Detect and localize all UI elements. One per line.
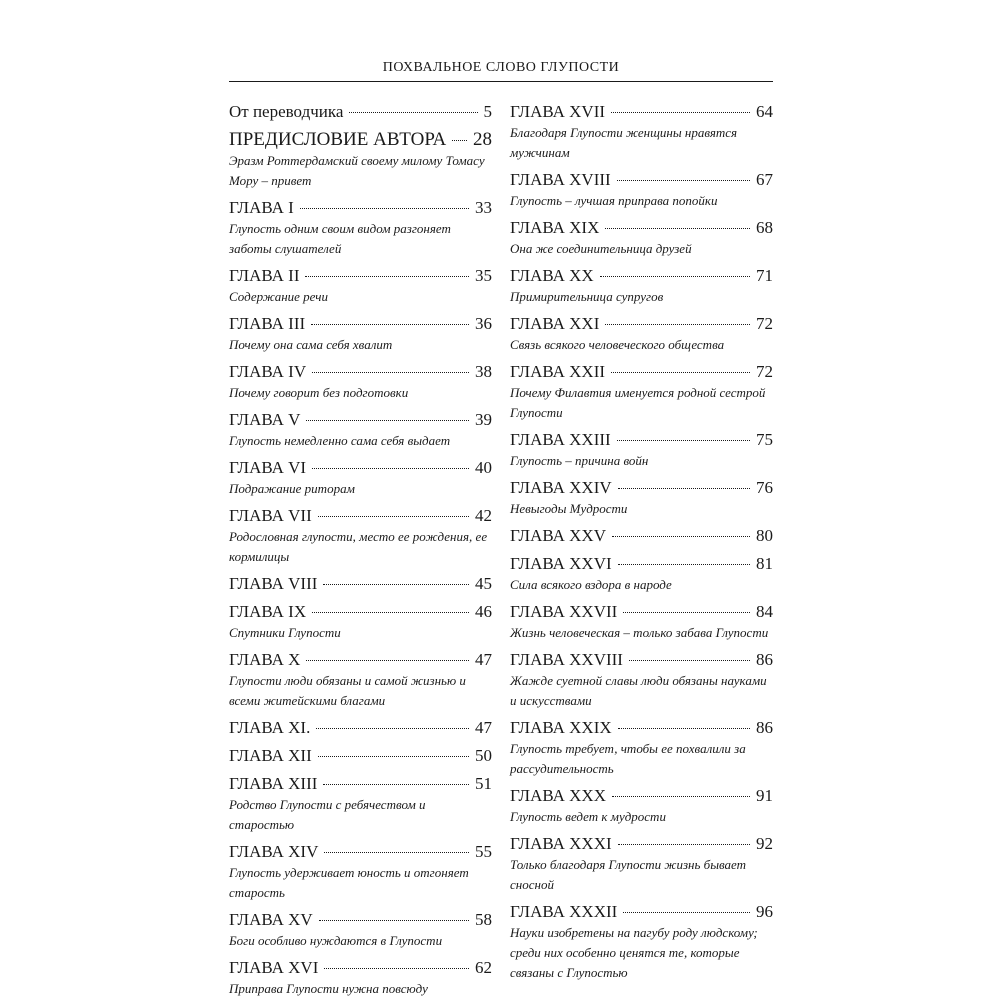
toc-entry-page-number: 76 bbox=[756, 478, 773, 497]
dot-leader bbox=[618, 564, 750, 565]
toc-column-right bbox=[510, 101, 773, 989]
toc-entry-line bbox=[510, 649, 773, 671]
toc-entry-line bbox=[510, 429, 773, 451]
toc-entry-page-number: 55 bbox=[475, 842, 492, 861]
dot-leader bbox=[618, 844, 750, 845]
toc-entry-title: От переводчика bbox=[229, 102, 344, 121]
toc-entry-subtitle: Эразм Роттердамский своему милому Томасу Мору – привет bbox=[229, 153, 485, 188]
dot-leader bbox=[306, 660, 469, 661]
toc-entry bbox=[510, 361, 773, 423]
toc-entry-page-number: 28 bbox=[473, 129, 492, 150]
toc-entry-page-number: 72 bbox=[756, 362, 773, 381]
toc-entry-title: ГЛАВА XIV bbox=[229, 842, 319, 861]
toc-entry bbox=[510, 901, 773, 983]
toc-entry-title: ГЛАВА XI. bbox=[229, 718, 311, 737]
toc-entry-page-number: 86 bbox=[756, 650, 773, 669]
toc-entry-line bbox=[229, 773, 492, 795]
toc-entry-title: ГЛАВА XXVI bbox=[510, 554, 612, 573]
dot-leader bbox=[312, 372, 469, 373]
toc-entry-line bbox=[510, 313, 773, 335]
toc-entry-line bbox=[229, 313, 492, 335]
toc-entry bbox=[510, 553, 773, 595]
dot-leader bbox=[318, 756, 469, 757]
toc-entry-line bbox=[229, 957, 492, 979]
toc-entry-page-number: 46 bbox=[475, 602, 492, 621]
toc-entry-line bbox=[510, 265, 773, 287]
toc-entry-line bbox=[229, 197, 492, 219]
dot-leader bbox=[605, 228, 750, 229]
toc-entry-title: ГЛАВА VII bbox=[229, 506, 312, 525]
toc-entry-title: ГЛАВА XXXI bbox=[510, 834, 612, 853]
toc-entry-subtitle: Подражание риторам bbox=[229, 481, 355, 496]
toc-entry-title: ГЛАВА VI bbox=[229, 458, 307, 477]
toc-entry-subtitle: Глупости люди обязаны и самой жизнью и всеми житейскими благами bbox=[229, 673, 466, 708]
toc-entry-page-number: 42 bbox=[475, 506, 492, 525]
toc-entry bbox=[229, 265, 492, 307]
toc-entry-line bbox=[510, 833, 773, 855]
dot-leader bbox=[324, 968, 469, 969]
toc-entry-page-number: 51 bbox=[475, 774, 492, 793]
toc-entry-line bbox=[229, 505, 492, 527]
toc-entry bbox=[510, 601, 773, 643]
toc-entry-page-number: 84 bbox=[756, 602, 773, 621]
toc-entry-line bbox=[510, 169, 773, 191]
toc-entry-title: ГЛАВА IX bbox=[229, 602, 307, 621]
toc-entry-page-number: 47 bbox=[475, 650, 492, 669]
toc-entry-subtitle: Приправа Глупости нужна повсюду bbox=[229, 981, 428, 996]
toc-entry-page-number: 33 bbox=[475, 198, 492, 217]
toc-entry-subtitle: Жажде суетной славы люди обязаны науками и искусствами bbox=[510, 673, 767, 708]
toc-entry-subtitle: Она же соединительница друзей bbox=[510, 241, 692, 256]
toc-entry-line bbox=[510, 553, 773, 575]
toc-entry-subtitle: Только благодаря Глупости жизнь бывает сносной bbox=[510, 857, 747, 892]
header-rule bbox=[229, 81, 773, 82]
toc-entry-line bbox=[229, 361, 492, 383]
toc-entry-page-number: 68 bbox=[756, 218, 773, 237]
toc-entry-subtitle: Связь всякого человеческого общества bbox=[510, 337, 725, 352]
toc-entry-title: ГЛАВА XIII bbox=[229, 774, 318, 793]
toc-entry-subtitle: Почему она сама себя хвалит bbox=[229, 337, 393, 352]
dot-leader bbox=[349, 112, 477, 113]
toc-entry-subtitle: Глупость – лучшая приправа попойки bbox=[510, 193, 718, 208]
toc-entry bbox=[229, 129, 492, 191]
toc-entry bbox=[229, 745, 492, 767]
toc-entry-line bbox=[229, 457, 492, 479]
toc-entry-subtitle: Глупость немедленно сама себя выдает bbox=[229, 433, 451, 448]
toc-entry bbox=[229, 717, 492, 739]
toc-entry-page-number: 35 bbox=[475, 266, 492, 285]
toc-entry bbox=[510, 101, 773, 163]
toc-entry bbox=[229, 957, 492, 999]
toc-entry-title: ПРЕДИСЛОВИЕ АВТОРА bbox=[229, 129, 447, 150]
toc-entry-page-number: 86 bbox=[756, 718, 773, 737]
dot-leader bbox=[324, 852, 469, 853]
toc-entry-page-number: 96 bbox=[756, 902, 773, 921]
toc-entry-title: ГЛАВА XXVIII bbox=[510, 650, 623, 669]
toc-entry bbox=[229, 505, 492, 567]
toc-entry-title: ГЛАВА XVI bbox=[229, 958, 319, 977]
toc-entry-subtitle: Родословная глупости, место ее рождения, ее кормилицы bbox=[229, 529, 488, 564]
dot-leader bbox=[611, 112, 750, 113]
toc-entry-title: ГЛАВА IV bbox=[229, 362, 307, 381]
toc-entry-title: ГЛАВА XVIII bbox=[510, 170, 611, 189]
toc-entry-subtitle: Невыгоды Мудрости bbox=[510, 501, 628, 516]
toc-entry-title: ГЛАВА XXIV bbox=[510, 478, 612, 497]
toc-entry bbox=[229, 409, 492, 451]
running-head: ПОХВАЛЬНОЕ СЛОВО ГЛУПОСТИ bbox=[382, 60, 620, 75]
toc-entry bbox=[229, 313, 492, 355]
toc-entry-line bbox=[510, 361, 773, 383]
toc-entry bbox=[510, 217, 773, 259]
toc-entry-title: ГЛАВА XXIII bbox=[510, 430, 611, 449]
toc-entry-subtitle: Глупость ведет к мудрости bbox=[510, 809, 666, 824]
toc-entry-title: ГЛАВА III bbox=[229, 314, 306, 333]
toc-entry-page-number: 75 bbox=[756, 430, 773, 449]
toc-entry-line bbox=[229, 265, 492, 287]
toc-entry-line bbox=[510, 217, 773, 239]
toc-entry bbox=[229, 101, 492, 123]
toc-entry-subtitle: Глупость одним своим видом разгоняет заботы слушателей bbox=[229, 221, 451, 256]
dot-leader bbox=[629, 660, 750, 661]
toc-entry-subtitle: Глупость удерживает юность и отгоняет старость bbox=[229, 865, 469, 900]
toc-entry-line bbox=[229, 101, 492, 123]
toc-entry-title: ГЛАВА XXVII bbox=[510, 602, 618, 621]
toc-entry bbox=[510, 477, 773, 519]
toc-entry-title: ГЛАВА XV bbox=[229, 910, 313, 929]
toc-entry bbox=[229, 773, 492, 835]
toc-entry bbox=[229, 841, 492, 903]
toc-entry-line bbox=[510, 477, 773, 499]
toc-entry bbox=[510, 169, 773, 211]
toc-entry-line bbox=[229, 601, 492, 623]
dot-leader bbox=[612, 536, 750, 537]
dot-leader bbox=[618, 488, 750, 489]
toc-entry bbox=[229, 649, 492, 711]
toc-entry bbox=[510, 265, 773, 307]
dot-leader bbox=[600, 276, 750, 277]
toc-entry-title: ГЛАВА I bbox=[229, 198, 294, 217]
toc-entry-title: ГЛАВА X bbox=[229, 650, 301, 669]
toc-entry bbox=[229, 457, 492, 499]
toc-entry-page-number: 92 bbox=[756, 834, 773, 853]
dot-leader bbox=[311, 324, 469, 325]
toc-entry-subtitle: Спутники Глупости bbox=[229, 625, 341, 640]
toc-entry-page-number: 67 bbox=[756, 170, 773, 189]
toc-entry-title: ГЛАВА XII bbox=[229, 746, 312, 765]
toc-entry-line bbox=[510, 717, 773, 739]
toc-entry-page-number: 91 bbox=[756, 786, 773, 805]
toc-entry-line bbox=[229, 129, 492, 151]
toc-entry-title: ГЛАВА XVII bbox=[510, 102, 606, 121]
toc-entry-line bbox=[229, 573, 492, 595]
toc-entry bbox=[229, 197, 492, 259]
toc-entry-title: ГЛАВА V bbox=[229, 410, 301, 429]
dot-leader bbox=[617, 180, 750, 181]
dot-leader bbox=[319, 920, 469, 921]
dot-leader bbox=[623, 612, 750, 613]
toc-entry-line bbox=[510, 101, 773, 123]
toc-entry-subtitle: Родство Глупости с ребячеством и старостью bbox=[229, 797, 426, 832]
dot-leader bbox=[618, 728, 750, 729]
toc-entry-line bbox=[510, 901, 773, 923]
toc-entry bbox=[229, 909, 492, 951]
dot-leader bbox=[611, 372, 750, 373]
toc-entry-page-number: 80 bbox=[756, 526, 773, 545]
toc-entry-subtitle: Жизнь человеческая – только забава Глупости bbox=[510, 625, 769, 640]
toc-entry-subtitle: Почему Филавтия именуется родной сестрой Глупости bbox=[510, 385, 766, 420]
toc-entry-line bbox=[229, 841, 492, 863]
toc-entry-title: ГЛАВА XX bbox=[510, 266, 594, 285]
toc-entry bbox=[510, 525, 773, 547]
toc-entry-subtitle: Примирительница супругов bbox=[510, 289, 664, 304]
toc-entry bbox=[510, 649, 773, 711]
dot-leader bbox=[623, 912, 750, 913]
toc-entry bbox=[510, 833, 773, 895]
dot-leader bbox=[452, 140, 467, 141]
toc-entry-line bbox=[510, 525, 773, 547]
toc-entry-line bbox=[229, 409, 492, 431]
toc-entry-page-number: 36 bbox=[475, 314, 492, 333]
toc-entry-title: ГЛАВА XXII bbox=[510, 362, 606, 381]
dot-leader bbox=[617, 440, 750, 441]
toc-entry-page-number: 71 bbox=[756, 266, 773, 285]
toc-entry bbox=[510, 313, 773, 355]
toc-entry-page-number: 64 bbox=[756, 102, 773, 121]
toc-entry-line bbox=[229, 717, 492, 739]
toc-entry bbox=[510, 717, 773, 779]
toc-column-left bbox=[229, 101, 492, 1000]
toc-entry-line bbox=[229, 745, 492, 767]
toc-entry-page-number: 47 bbox=[475, 718, 492, 737]
dot-leader bbox=[312, 468, 469, 469]
dot-leader bbox=[306, 420, 469, 421]
toc-entry-subtitle: Глупость – причина войн bbox=[510, 453, 649, 468]
dot-leader bbox=[312, 612, 469, 613]
toc-entry-page-number: 58 bbox=[475, 910, 492, 929]
toc-entry-subtitle: Сила всякого вздора в народе bbox=[510, 577, 672, 592]
toc-entry-page-number: 5 bbox=[483, 102, 492, 121]
toc-entry-page-number: 81 bbox=[756, 554, 773, 573]
dot-leader bbox=[300, 208, 469, 209]
toc-entry bbox=[510, 785, 773, 827]
dot-leader bbox=[323, 584, 469, 585]
toc-entry-page-number: 72 bbox=[756, 314, 773, 333]
toc-entry-subtitle: Содержание речи bbox=[229, 289, 328, 304]
dot-leader bbox=[612, 796, 750, 797]
toc-entry-line bbox=[229, 909, 492, 931]
toc-entry bbox=[229, 601, 492, 643]
toc-entry-title: ГЛАВА XXV bbox=[510, 526, 606, 545]
toc-entry-line bbox=[510, 601, 773, 623]
toc-entry-title: ГЛАВА XIX bbox=[510, 218, 600, 237]
toc-entry-title: ГЛАВА II bbox=[229, 266, 300, 285]
toc-entry-page-number: 40 bbox=[475, 458, 492, 477]
toc-entry bbox=[229, 361, 492, 403]
toc-entry-title: ГЛАВА XXI bbox=[510, 314, 600, 333]
dot-leader bbox=[323, 784, 469, 785]
toc-entry-page-number: 50 bbox=[475, 746, 492, 765]
toc-entry-title: ГЛАВА XXXII bbox=[510, 902, 618, 921]
toc-entry-title: ГЛАВА VIII bbox=[229, 574, 318, 593]
toc-entry-title: ГЛАВА XXX bbox=[510, 786, 606, 805]
toc-entry-subtitle: Благодаря Глупости женщины нравятся мужчинам bbox=[510, 125, 738, 160]
toc-entry-subtitle: Науки изобретены на пагубу роду людскому; среди них особенно ценятся те, которые связаны с Глупостью bbox=[510, 925, 758, 980]
toc-entry-page-number: 39 bbox=[475, 410, 492, 429]
toc-entry-line bbox=[510, 785, 773, 807]
toc-entry-page-number: 38 bbox=[475, 362, 492, 381]
toc-entry-subtitle: Почему говорит без подготовки bbox=[229, 385, 409, 400]
dot-leader bbox=[305, 276, 469, 277]
toc-entry-title: ГЛАВА XXIX bbox=[510, 718, 612, 737]
toc-entry-page-number: 45 bbox=[475, 574, 492, 593]
toc-entry-subtitle: Глупость требует, чтобы ее похвалили за рассудительность bbox=[510, 741, 746, 776]
dot-leader bbox=[316, 728, 469, 729]
toc-entry-subtitle: Боги особливо нуждаются в Глупости bbox=[229, 933, 443, 948]
dot-leader bbox=[605, 324, 750, 325]
toc-entry bbox=[229, 573, 492, 595]
toc-entry-line bbox=[229, 649, 492, 671]
toc-entry bbox=[510, 429, 773, 471]
toc-entry-page-number: 62 bbox=[475, 958, 492, 977]
dot-leader bbox=[318, 516, 469, 517]
